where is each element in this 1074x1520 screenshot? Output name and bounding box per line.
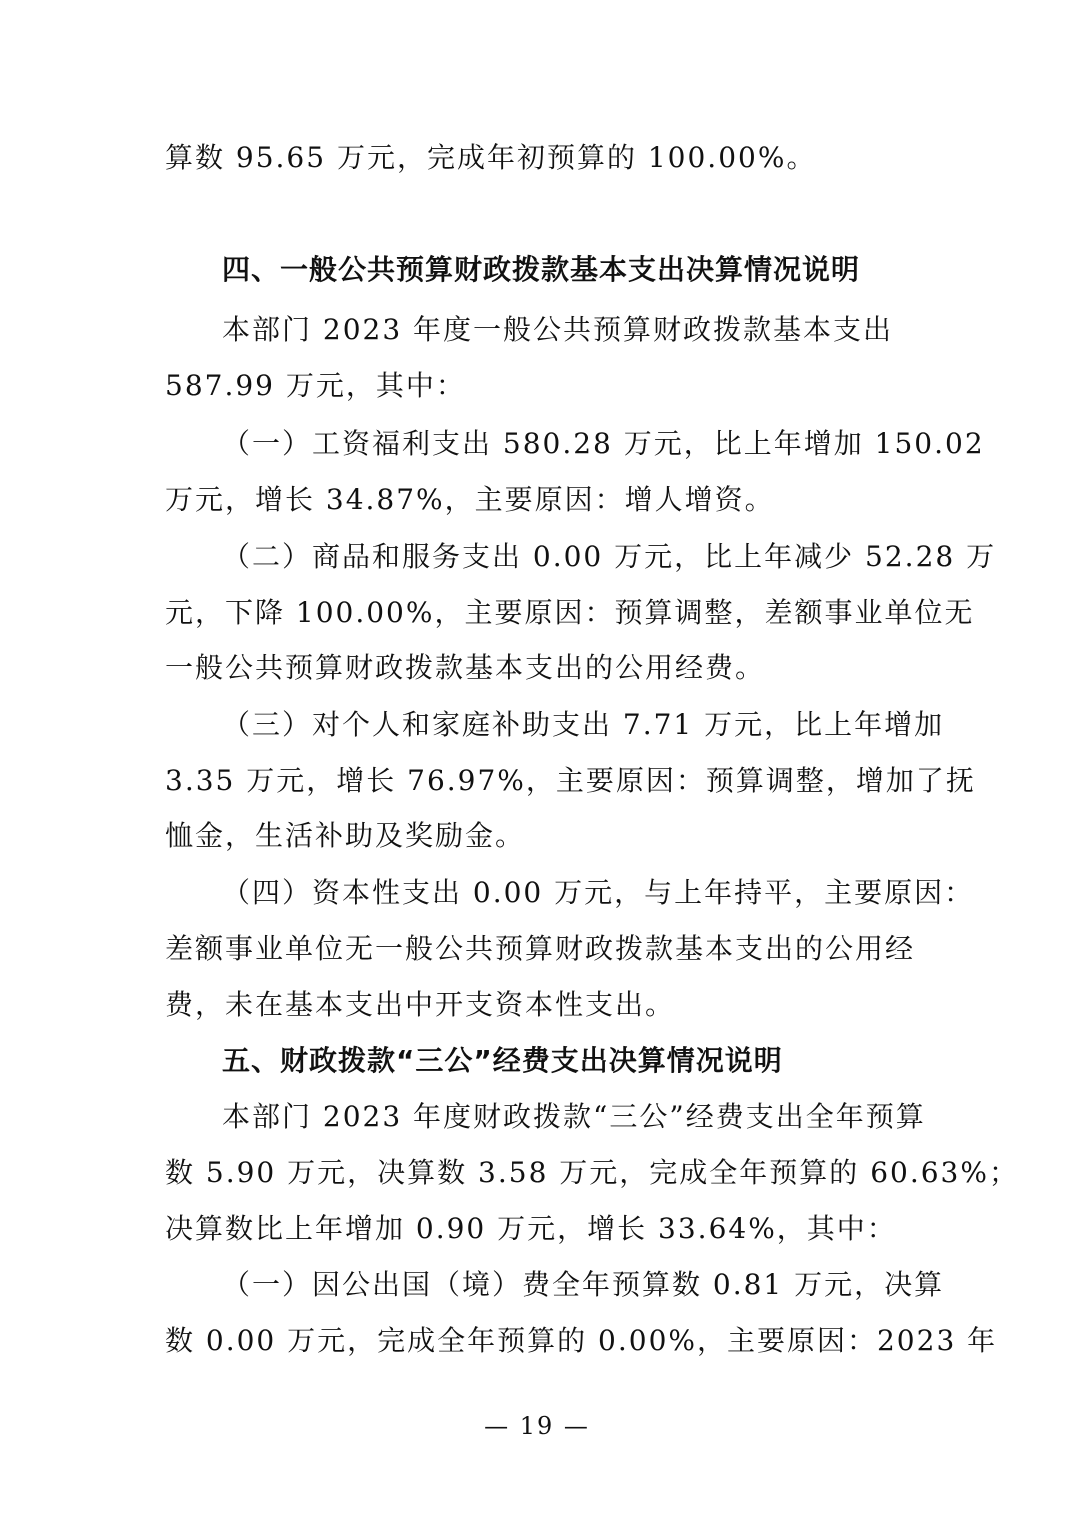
text-line: 3.35 万元，增长 76.97%，主要原因：预算调整，增加了抚: [165, 764, 976, 797]
text-line: （三）对个人和家庭补助支出 7.71 万元，比上年增加: [222, 708, 945, 741]
text-line: 恤金，生活补助及奖励金。: [165, 819, 526, 852]
text-line: 万元，增长 34.87%，主要原因：增人增资。: [165, 483, 775, 516]
page-number: — 19 —: [484, 1412, 590, 1440]
text-line: 数 0.00 万元，完成全年预算的 0.00%，主要原因：2023 年: [165, 1324, 998, 1357]
text-line: 本部门 2023 年度一般公共预算财政拨款基本支出: [222, 313, 894, 346]
text-line: 一般公共预算财政拨款基本支出的公用经费。: [165, 651, 766, 684]
text-line: 算数 95.65 万元，完成年初预算的 100.00%。: [165, 141, 817, 174]
text-line: 费，未在基本支出中开支资本性支出。: [165, 988, 676, 1021]
text-line: （四）资本性支出 0.00 万元，与上年持平，主要原因：: [222, 876, 975, 909]
text-line: （二）商品和服务支出 0.00 万元，比上年减少 52.28 万: [222, 540, 997, 573]
text-line: （一）因公出国（境）费全年预算数 0.81 万元，决算: [222, 1268, 945, 1301]
text-line: 本部门 2023 年度财政拨款“三公”经费支出全年预算: [222, 1100, 926, 1133]
text-line: 决算数比上年增加 0.90 万元，增长 33.64%，其中：: [165, 1212, 897, 1245]
text-line: 数 5.90 万元，决算数 3.58 万元，完成全年预算的 60.63%；: [165, 1156, 1019, 1189]
section-heading-4: 四、一般公共预算财政拨款基本支出决算情况说明: [222, 253, 861, 286]
text-line: 差额事业单位无一般公共预算财政拨款基本支出的公用经: [165, 932, 916, 965]
section-heading-5: 五、财政拨款“三公”经费支出决算情况说明: [222, 1044, 783, 1077]
text-line: （一）工资福利支出 580.28 万元，比上年增加 150.02: [222, 427, 985, 460]
text-line: 元，下降 100.00%，主要原因：预算调整，差额事业单位无: [165, 596, 975, 629]
text-line: 587.99 万元，其中：: [165, 369, 466, 402]
